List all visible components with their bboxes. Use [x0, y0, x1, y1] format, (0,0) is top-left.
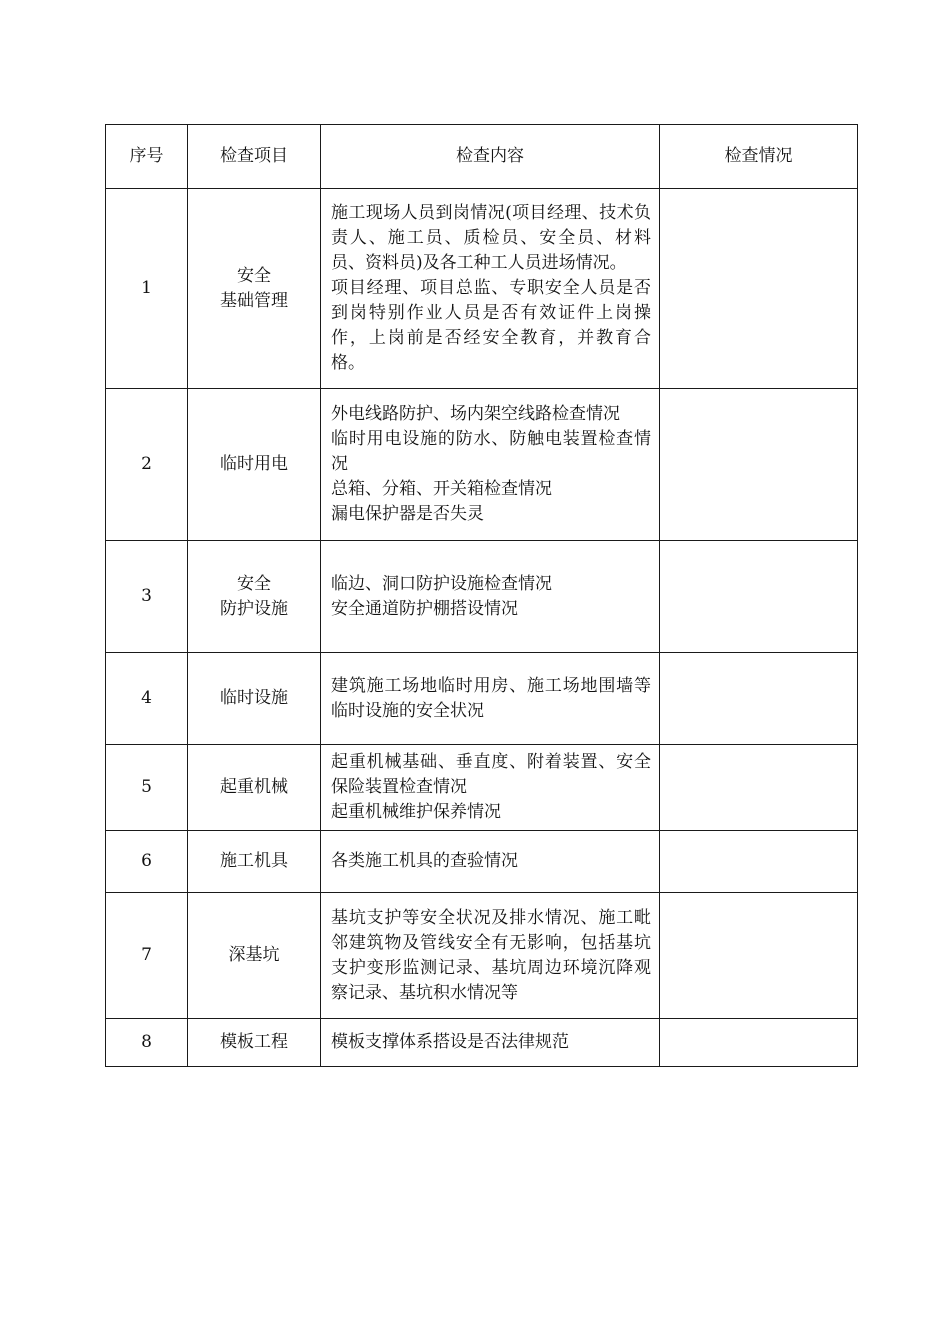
check-content: [321, 189, 660, 389]
check-content-paragraph: 外电线路防护、场内架空线路检查情况: [331, 404, 620, 424]
row-number: 7: [106, 893, 188, 1019]
check-content-paragraph: 临边、洞口防护设施检查情况: [331, 573, 552, 594]
table-row: [106, 1019, 858, 1067]
check-content-paragraph: 项目经理、项目总监、专职安全人员是否到岗特别作业人员是否有效证件上岗操作，上岗前是否经安全教育，并教育合格。: [331, 278, 651, 373]
header-status: 检查情况: [660, 125, 858, 189]
check-content: [321, 745, 660, 831]
check-item: [188, 893, 321, 1019]
inspection-table: [105, 124, 858, 1067]
header-row: [106, 125, 858, 189]
check-content-paragraph: 施工现场人员到岗情况(项目经理、技术负责人、施工员、质检员、安全员、材料员、资料员)及各工种工人员进场情况。: [331, 203, 651, 273]
row-number: 6: [106, 831, 188, 893]
check-item: [188, 389, 321, 541]
check-item-line: 模板工程: [220, 1032, 288, 1052]
check-item-line: 深基坑: [228, 945, 280, 965]
check-status-cell[interactable]: [660, 831, 858, 893]
table-row: [106, 653, 858, 745]
check-item: [188, 541, 321, 653]
check-content-paragraph: 建筑施工场地临时用房、施工场地围墙等临时设施的安全状况: [331, 675, 651, 721]
check-status-cell[interactable]: [660, 389, 858, 541]
table-row: [106, 745, 858, 831]
row-number: 1: [106, 189, 188, 389]
table-header: [106, 125, 858, 189]
check-item-line: 防护设施: [220, 598, 288, 619]
check-status-cell[interactable]: [660, 893, 858, 1019]
check-content-paragraph: 总箱、分箱、开关箱检查情况: [331, 479, 552, 499]
header-content: 检查内容: [321, 125, 660, 189]
check-content: [321, 831, 660, 893]
check-item-line: 起重机械: [220, 777, 288, 797]
table-row: [106, 389, 858, 541]
header-no: 序号: [106, 125, 188, 189]
check-content: [321, 1019, 660, 1067]
check-content: [321, 389, 660, 541]
check-item-line: 临时设施: [220, 688, 288, 708]
row-number: 2: [106, 389, 188, 541]
check-content: [321, 541, 660, 653]
check-content-paragraph: 安全通道防护棚搭设情况: [331, 598, 518, 619]
check-item-line: 临时用电: [220, 454, 288, 474]
check-status-cell[interactable]: [660, 541, 858, 653]
table-body: [106, 189, 858, 1067]
check-content-paragraph: 漏电保护器是否失灵: [331, 504, 484, 524]
check-item: [188, 653, 321, 745]
row-number: 8: [106, 1019, 188, 1067]
check-content-paragraph: 模板支撑体系搭设是否法律规范: [331, 1032, 569, 1052]
check-item: [188, 189, 321, 389]
table-row: [106, 541, 858, 653]
check-item-line: 安全: [237, 573, 271, 594]
row-number: 3: [106, 541, 188, 653]
check-item-line: 施工机具: [220, 851, 288, 871]
check-content-paragraph: 基坑支护等安全状况及排水情况、施工毗邻建筑物及管线安全有无影响，包括基坑支护变形监测记录、基坑周边环境沉降观察记录、基坑积水情况等: [331, 907, 651, 1003]
check-status-cell[interactable]: [660, 189, 858, 389]
check-status-cell[interactable]: [660, 745, 858, 831]
check-content-paragraph: 起重机械维护保养情况: [331, 802, 501, 822]
table-row: [106, 189, 858, 389]
check-item: [188, 745, 321, 831]
check-item: [188, 831, 321, 893]
check-item-line: 基础管理: [220, 290, 288, 311]
table-row: [106, 893, 858, 1019]
check-status-cell[interactable]: [660, 653, 858, 745]
header-item: 检查项目: [188, 125, 321, 189]
check-content-paragraph: 各类施工机具的查验情况: [331, 851, 518, 871]
table-row: [106, 831, 858, 893]
check-content-paragraph: 临时用电设施的防水、防触电装置检查情况: [331, 429, 651, 474]
check-status-cell[interactable]: [660, 1019, 858, 1067]
row-number: 5: [106, 745, 188, 831]
check-item-line: 安全: [237, 265, 271, 286]
row-number: 4: [106, 653, 188, 745]
check-item: [188, 1019, 321, 1067]
check-content: [321, 893, 660, 1019]
check-content-paragraph: 起重机械基础、垂直度、附着装置、安全保险装置检查情况: [331, 752, 651, 797]
check-content: [321, 653, 660, 745]
